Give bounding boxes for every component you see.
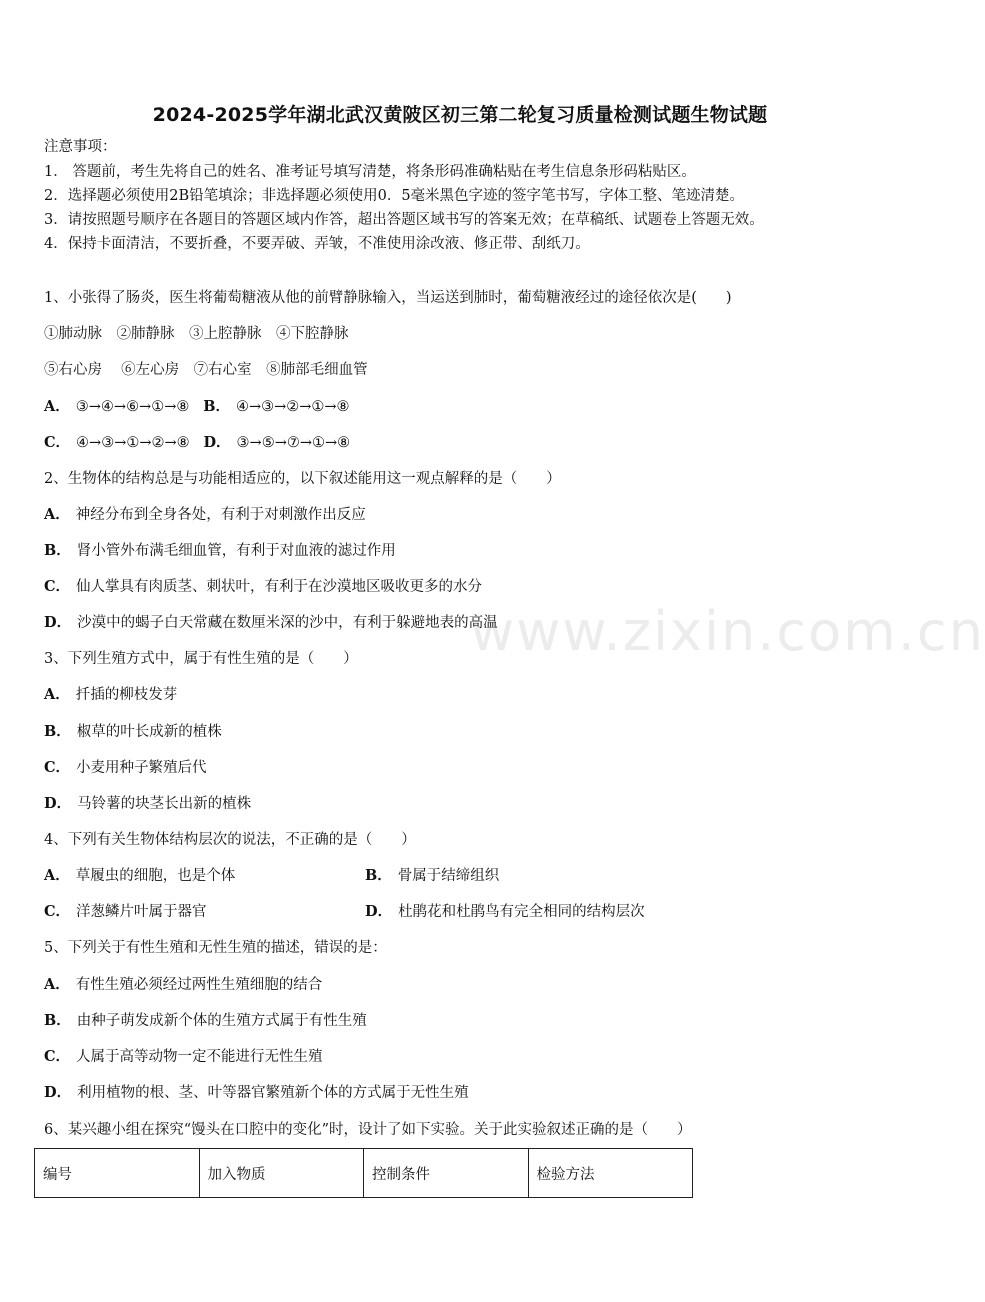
question-2-option-a [44,505,366,525]
question-5-option-d [44,1083,469,1103]
option-letter: D． [44,614,72,631]
option-text: 马铃薯的块茎长出新的植株 [77,796,252,812]
notice-heading: 注意事项： [44,139,117,155]
table-header-cell: 检验方法 [528,1149,693,1198]
question-4-stem: 4、下列有关生物体结构层次的说法，不正确的是（ ） [44,832,416,848]
option-text: 扦插的柳枝发芽 [75,687,178,703]
question-1-option-a: ③→④→⑥→①→⑧ [75,399,190,415]
question-2-option-c [44,577,482,597]
question-1-items-row2: ⑤右心房 ⑥左心房 ⑦右心室 ⑧肺部毛细血管 [44,362,368,378]
option-letter: A． [44,686,70,703]
notice-item-4: 4．保持卡面清洁，不要折叠，不要弄破、弄皱，不准使用涂改液、修正带、刮纸刀。 [44,236,590,252]
option-letter: C． [44,903,71,920]
question-3-option-b [44,722,222,742]
question-1-option-d: ③→⑤→⑦→①→⑧ [236,435,351,451]
option-text: 神经分布到全身各处，有利于对刺激作出反应 [75,507,366,523]
question-4-option-d-wrap [365,902,645,922]
option-letter: B． [203,398,230,415]
question-1-options-ab [44,397,350,417]
option-letter: B． [44,542,71,559]
question-5-option-c [44,1047,323,1067]
option-text: 小麦用种子繁殖后代 [76,760,207,776]
table-header-cell: 加入物质 [199,1149,364,1198]
option-letter: A． [44,506,70,523]
question-4-option-a: 草履虫的细胞，也是个体 [75,868,236,884]
question-4-option-d: 杜鹃花和杜鹃鸟有完全相同的结构层次 [398,904,645,920]
question-4-options-cd [44,902,744,922]
notice-item-2: 2．选择题必须使用2B铅笔填涂；非选择题必须使用0．5毫米黑色字迹的签字笔书写，字体工整、笔迹清楚。 [44,188,745,204]
option-text: 仙人掌具有肉质茎、刺状叶，有利于在沙漠地区吸收更多的水分 [76,579,483,595]
option-letter: D． [44,1084,72,1101]
watermark: www.zixin.com.cn [470,600,985,663]
question-2-option-d [44,613,498,633]
table-header-cell: 控制条件 [364,1149,529,1198]
option-letter: C． [44,759,71,776]
option-letter: A． [44,398,70,415]
question-4-option-b: 骨属于结缔组织 [397,868,500,884]
question-6-stem: 6、某兴趣小组在探究“馒头在口腔中的变化”时，设计了如下实验。关于此实验叙述正确的是（ ） [44,1122,692,1138]
question-3-option-d [44,794,251,814]
question-1-options-cd [44,433,350,453]
table-header-cell: 编号 [35,1149,200,1198]
question-1-option-b: ④→③→②→①→⑧ [235,399,350,415]
option-text: 由种子萌发成新个体的生殖方式属于有性生殖 [76,1013,367,1029]
option-letter: D． [203,434,231,451]
question-2-stem: 2、生物体的结构总是与功能相适应的，以下叙述能用这一观点解释的是（ ） [44,471,561,487]
option-text: 椒草的叶长成新的植株 [76,724,222,740]
question-3-option-c [44,758,207,778]
option-letter: D． [365,903,393,920]
table-header-row [35,1149,693,1198]
option-text: 沙漠中的蝎子白天常藏在数厘米深的沙中，有利于躲避地表的高温 [77,615,498,631]
question-1-option-c: ④→③→①→②→⑧ [76,435,190,451]
option-letter: C． [44,1048,71,1065]
option-text: 人属于高等动物一定不能进行无性生殖 [76,1049,323,1065]
question-1-items-row1: ①肺动脉 ②肺静脉 ③上腔静脉 ④下腔静脉 [44,326,349,342]
question-4-option-b-wrap [365,866,499,886]
question-5-option-a [44,975,322,995]
question-3-option-a [44,685,177,705]
question-3-stem: 3、下列生殖方式中，属于有性生殖的是（ ） [44,651,358,667]
question-5-stem: 5、下列关于有性生殖和无性生殖的描述，错误的是： [44,940,387,956]
option-letter: A． [44,976,70,993]
option-letter: A． [44,867,70,884]
option-letter: B． [44,1012,71,1029]
option-letter: D． [44,795,72,812]
question-2-option-b [44,541,396,561]
question-4-options-ab [44,866,744,886]
notice-item-3: 3．请按照题号顺序在各题目的答题区域内作答，超出答题区域书写的答案无效；在草稿纸、试题卷上答题无效。 [44,212,764,228]
option-text: 利用植物的根、茎、叶等器官繁殖新个体的方式属于无性生殖 [77,1085,469,1101]
question-5-option-b [44,1011,367,1031]
question-4-option-c: 洋葱鳞片叶属于器官 [76,904,207,920]
option-text: 有性生殖必须经过两性生殖细胞的结合 [75,977,323,993]
option-text: 肾小管外布满毛细血管，有利于对血液的滤过作用 [76,543,396,559]
option-letter: C． [44,578,71,595]
option-letter: B． [365,867,392,884]
page-title: 2024-2025学年湖北武汉黄陂区初三第二轮复习质量检测试题生物试题 [152,104,768,126]
question-1-stem: 1、小张得了肠炎，医生将葡萄糖液从他的前臂静脉输入，当运送到肺时，葡萄糖液经过的途径依次是( ) [44,290,732,306]
option-letter: B． [44,723,71,740]
option-letter: C． [44,434,71,451]
notice-item-1: 1． 答题前，考生先将自己的姓名、准考证号填写清楚，将条形码准确粘贴在考生信息条形码粘贴区。 [44,164,696,180]
question-6-table [34,1148,693,1198]
